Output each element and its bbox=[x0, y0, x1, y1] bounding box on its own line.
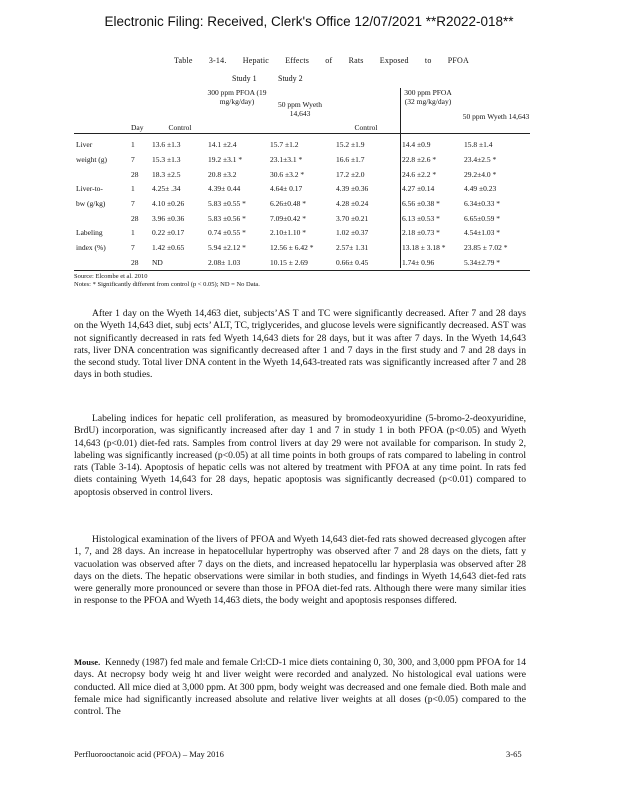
col-day: Day bbox=[131, 123, 144, 132]
study-2-label: Study 2 bbox=[278, 74, 303, 83]
paragraph-3: Histological examination of the livers of PFOA and Wyeth 14,643 diet-fed rats showed decreased glycogen after 1, 7, and 28 days. An increase in hepatocellular hypertrophy was observed after 7 and 28 days on the diets, fatt y vacuolation was observed after 7 days on the diets, and increased hepatocellu lar hyperplasia was observed after 28 days on the diets. The hepatic observations were similar in both studies, and findings in Wyeth 14,643 diet-fed rats were generally more pronounced or severe than those in PFOA diet-fed rats. Although there were many similar ities in response to the PFOA and Wyeth 14,463 diets, the body weight and apoptosis responses differed. bbox=[74, 534, 526, 607]
table-cell: 14.4 ±0.9 bbox=[402, 140, 431, 149]
table-cell: 24.6 ±2.2 * bbox=[402, 170, 437, 179]
table-cell: 7 bbox=[131, 243, 135, 252]
table-cell: 1 bbox=[131, 228, 135, 237]
table-cell: 1.74± 0.96 bbox=[402, 258, 435, 267]
row-label: Liver-to- bbox=[76, 184, 103, 193]
table-cell: 7 bbox=[131, 199, 135, 208]
col-pfoa-2: 300 ppm PFOA (32 mg/kg/day) bbox=[404, 88, 452, 106]
col-wyeth-1: 50 ppm Wyeth 14,643 bbox=[278, 100, 322, 118]
table-cell: 6.34±0.33 * bbox=[464, 199, 500, 208]
table-cell: 23.4±2.5 * bbox=[464, 155, 497, 164]
table-cell: 4.10 ±0.26 bbox=[152, 199, 185, 208]
table-notes: Notes: * Significantly different from control (p < 0.05); ND = No Data. bbox=[74, 281, 260, 288]
col-control-1: Control bbox=[168, 123, 192, 132]
table-cell: 7 bbox=[131, 155, 135, 164]
table-cell: 23.1±3.1 * bbox=[270, 155, 303, 164]
filing-header: Electronic Filing: Received, Clerk's Office 12/07/2021 **R2022-018** bbox=[104, 14, 514, 29]
study-divider bbox=[400, 88, 401, 268]
table-cell: 6.26±0.48 * bbox=[270, 199, 306, 208]
table-cell: 10.15 ± 2.69 bbox=[270, 258, 308, 267]
table-cell: 5.83 ±0.55 * bbox=[208, 199, 246, 208]
table-cell: 4.54±1.03 * bbox=[464, 228, 500, 237]
table-title: Table 3-14. Hepatic Effects of Rats Exposed to PFOA bbox=[174, 56, 470, 65]
table-cell: 1 bbox=[131, 140, 135, 149]
table-cell: 4.27 ±0.14 bbox=[402, 184, 435, 193]
table-cell: ND bbox=[152, 258, 163, 267]
table-cell: 15.3 ±1.3 bbox=[152, 155, 181, 164]
table-cell: 4.39 ±0.36 bbox=[336, 184, 369, 193]
mouse-text: Kennedy (1987) fed male and female Crl:CD-1 mice diets containing 0, 30, 300, and 3,000 ppm PFOA for 14 days. At necropsy body weig ht and liver weight were recorded and analyzed. No histological eval uations were conducted. All mice died at 3,000 ppm. At 300 ppm, body weight was decreased and one female died. Both male and female mice had significantly increased absolute and relative liver weights at all doses (p<0.05) compared to the control. The bbox=[74, 657, 526, 718]
row-label: index (%) bbox=[76, 243, 106, 252]
table-cell: 13.6 ±1.3 bbox=[152, 140, 181, 149]
table-cell: 6.13 ±0.53 * bbox=[402, 214, 440, 223]
study-1-label: Study 1 bbox=[232, 74, 257, 83]
paragraph-2: Labeling indices for hepatic cell proliferation, as measured by bromodeoxyuridine (5-bromo-2-deoxyuridine, BrdU) incorporation, was significantly increased after day 1 and 7 in study 1 in both PFOA (p<0.05) and Wyeth 14,643 (p<0.01) diet-fed rats. Samples from control livers at day 29 were not available for comparison. In study 2, labeling was significantly increased (p<0.05) at all time points in both groups of rats compared to labeling in control rats (Table 3-14). Apoptosis of hepatic cells was not altered by treatment with PFOA at any time point. In rats fed diets containing Wyeth 14,643 for 28 days, hepatic apoptosis was significantly decreased (p<0.01) compared to apoptosis observed in control livers. bbox=[74, 413, 526, 498]
table-cell: 28 bbox=[131, 258, 139, 267]
table-cell: 7.09±0.42 * bbox=[270, 214, 306, 223]
table-cell: 4.64± 0.17 bbox=[270, 184, 303, 193]
col-pfoa-1: 300 ppm PFOA (19 mg/kg/day) bbox=[207, 88, 267, 106]
row-label: bw (g/kg) bbox=[76, 199, 106, 208]
row-label: weight (g) bbox=[76, 155, 108, 164]
table-cell: 14.1 ±2.4 bbox=[208, 140, 237, 149]
page-number: 3-65 bbox=[506, 749, 522, 759]
table-cell: 18.3 ±2.5 bbox=[152, 170, 181, 179]
table-cell: 2.10±1.10 * bbox=[270, 228, 306, 237]
table-cell: 20.8 ±3.2 bbox=[208, 170, 237, 179]
paragraph-mouse bbox=[74, 656, 526, 718]
col-wyeth-2: 50 ppm Wyeth 14,643 bbox=[462, 112, 530, 121]
paragraph-1: After 1 day on the Wyeth 14,463 diet, subjects’AS T and TC were significantly decreased. After 7 and 28 days on the Wyeth 14,643 diet, subj ects’ ALT, TC, triglycerides, and glucose levels were significantly decreased. AST was not significantly decreased in rats fed Wyeth 14,643 diets for 28 days, but it was after 7 days. In the Wyeth 14,643 rats, liver DNA concentration was significantly decreased after 1 and 7 days in the first study and 7 and 28 days in the second study. Total liver DNA content in the Wyeth 14,643-treated rats was significantly increased after 7 and 28 days in both studies. bbox=[74, 308, 526, 381]
table-cell: 17.2 ±2.0 bbox=[336, 170, 365, 179]
table-cell: 0.66± 0.45 bbox=[336, 258, 369, 267]
bottom-rule bbox=[74, 270, 530, 271]
table-cell: 5.94 ±2.12 * bbox=[208, 243, 246, 252]
table-cell: 0.22 ±0.17 bbox=[152, 228, 185, 237]
table-cell: 1.42 ±0.65 bbox=[152, 243, 185, 252]
table-cell: 22.8 ±2.6 * bbox=[402, 155, 437, 164]
table-cell: 4.25± .34 bbox=[152, 184, 181, 193]
table-cell: 15.7 ±1.2 bbox=[270, 140, 299, 149]
table-cell: 15.8 ±1.4 bbox=[464, 140, 493, 149]
table-cell: 0.74 ±0.55 * bbox=[208, 228, 246, 237]
table-cell: 12.56 ± 6.42 * bbox=[270, 243, 314, 252]
table-cell: 5.34±2.79 * bbox=[464, 258, 500, 267]
table-cell: 4.39± 0.44 bbox=[208, 184, 241, 193]
table-cell: 2.08± 1.03 bbox=[208, 258, 241, 267]
table-cell: 1 bbox=[131, 184, 135, 193]
row-label: Labeling bbox=[76, 228, 103, 237]
table-cell: 30.6 ±3.2 * bbox=[270, 170, 305, 179]
mouse-label: Mouse. bbox=[74, 657, 101, 667]
table-cell: 4.49 ±0.23 bbox=[464, 184, 497, 193]
table-cell: 2.57± 1.31 bbox=[336, 243, 369, 252]
table-cell: 1.02 ±0.37 bbox=[336, 228, 369, 237]
footer-title: Perfluorooctanoic acid (PFOA) – May 2016 bbox=[74, 749, 224, 759]
table-cell: 3.96 ±0.36 bbox=[152, 214, 185, 223]
table-cell: 28 bbox=[131, 170, 139, 179]
table-cell: 6.65±0.59 * bbox=[464, 214, 500, 223]
table-cell: 29.2±4.0 * bbox=[464, 170, 497, 179]
col-control-2: Control bbox=[354, 123, 378, 132]
table-cell: 19.2 ±3.1 * bbox=[208, 155, 243, 164]
row-label: Liver bbox=[76, 140, 93, 149]
header-rule bbox=[74, 133, 530, 134]
table-source: Source: Elcombe et al. 2010 bbox=[74, 273, 148, 280]
table-cell: 5.83 ±0.56 * bbox=[208, 214, 246, 223]
table-cell: 13.18 ± 3.18 * bbox=[402, 243, 446, 252]
table-cell: 23.85 ± 7.02 * bbox=[464, 243, 508, 252]
table-cell: 6.56 ±0.38 * bbox=[402, 199, 440, 208]
table-cell: 4.28 ±0.24 bbox=[336, 199, 369, 208]
table-cell: 3.70 ±0.21 bbox=[336, 214, 369, 223]
table-cell: 28 bbox=[131, 214, 139, 223]
table-cell: 16.6 ±1.7 bbox=[336, 155, 365, 164]
table-cell: 2.18 ±0.73 * bbox=[402, 228, 440, 237]
table-cell: 15.2 ±1.9 bbox=[336, 140, 365, 149]
